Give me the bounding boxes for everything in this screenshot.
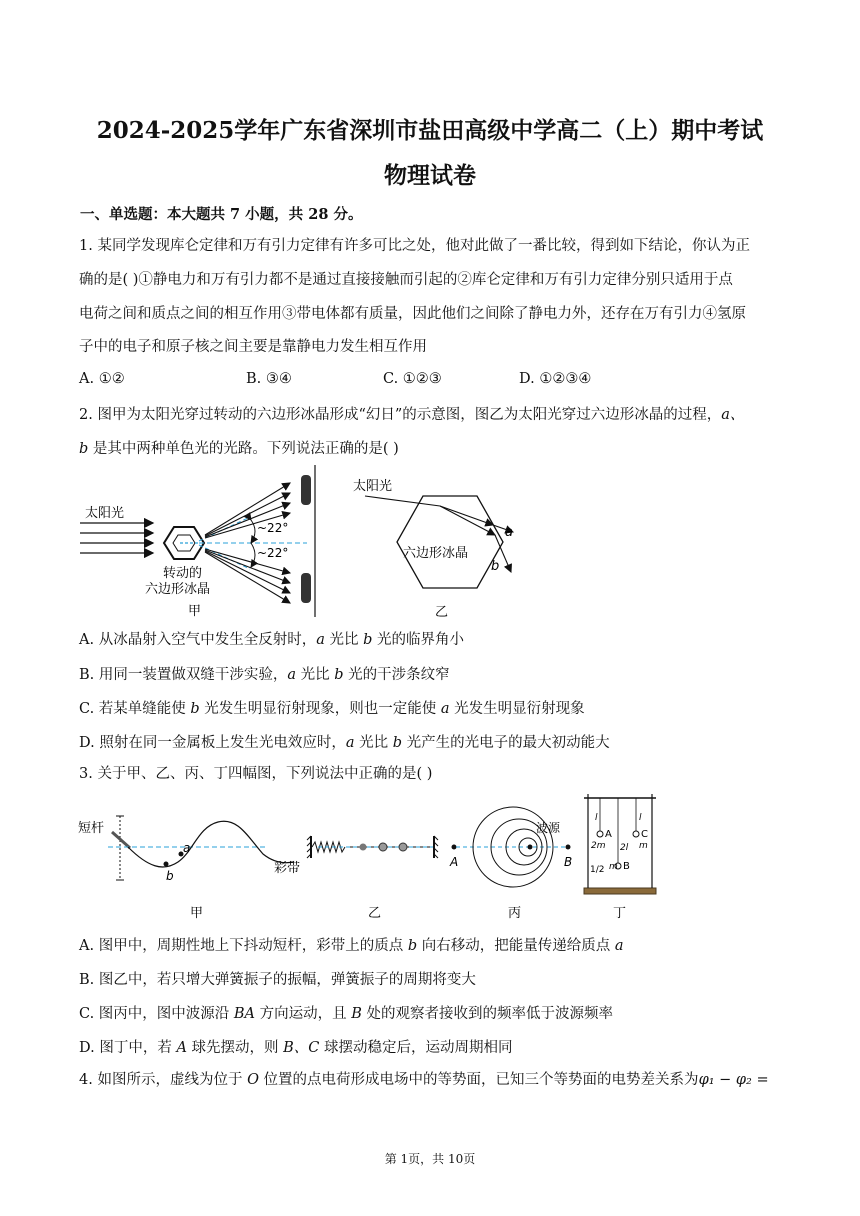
exam-title: 2024-2025学年广东省深圳市盐田高级中学高二（上）期中考试: [96, 117, 764, 144]
yi-caption: 乙: [435, 605, 449, 620]
figure-q3: [78, 792, 658, 922]
q3-option-b: B. 图乙中，若只增大弹簧振子的振幅，弹簧振子的周期将变大: [79, 972, 476, 988]
figure-jia: [75, 465, 325, 620]
q1-option-c: C. ①②③: [383, 371, 442, 387]
q3-ribbon-label: 彩带: [274, 861, 301, 876]
yi-sunlight-label: 太阳光: [353, 479, 393, 494]
q2-line-1: [79, 405, 789, 425]
jia-screen-top: [301, 475, 311, 505]
q2-text-1: 2. 图甲为太阳光穿过转动的六边形冰晶形成“幻日”的示意图，图乙为太阳光穿过六边形冰晶的过程，: [79, 407, 722, 423]
q3-option-d: D. 图丁中，若 A 球先摆动，则 B、C 球摆动稳定后，运动周期相同: [79, 1040, 513, 1056]
q3-caption-yi: 乙: [368, 906, 382, 921]
q3-point-B: B: [564, 855, 573, 869]
jia-angle-lower: ~22°: [257, 546, 289, 560]
q1-option-b: B. ③④: [246, 371, 292, 387]
q2-option-a: A. 从冰晶射入空气中发生全反射时，a 光比 b 光的临界角小: [79, 632, 464, 648]
page-footer: 第 1页，共 10页: [384, 1152, 476, 1166]
q2-option-c: C. 若某单缝能使 b 光发生明显衍射现象，则也一定能使 a 光发生明显衍射现象: [79, 701, 585, 717]
q3-point-A: A: [450, 855, 459, 869]
q4-line-1: 4. 如图所示，虚线为位于 O 位置的点电荷形成电场中的等势面，已知三个等势面的电势差关系为φ₁ − φ₂ =: [79, 1072, 769, 1088]
yi-ray-a-label: a: [505, 525, 513, 540]
jia-caption: 甲: [188, 604, 202, 619]
q3-label-A: A: [605, 829, 612, 840]
q2-text-2: 是其中两种单色光的光路。下列说法正确的是( ): [88, 441, 399, 457]
jia-rotating-label-2: 六边形冰晶: [145, 582, 211, 597]
q3-stem: 3. 关于甲、乙、丙、丁四幅图，下列说法中正确的是( ): [79, 766, 433, 782]
q3-option-a: A. 图甲中，周期性地上下抖动短杆，彩带上的质点 b 向右移动，把能量传递给质点 a: [79, 938, 624, 954]
q1-line-3: 电荷之间和质点之间的相互作用③带电体都有质量，因此他们之间除了静电力外，还存在万有引力④氢原: [79, 306, 746, 322]
q3-point-a: a: [183, 841, 191, 855]
jia-screen-bottom: [301, 573, 311, 603]
yi-ray-b-label: b: [491, 559, 500, 574]
q3-mass-C: m: [639, 841, 648, 851]
q3-pendulum-C: [633, 831, 639, 837]
q3-point-b: b: [166, 869, 174, 883]
q3-length-C: l: [639, 813, 642, 823]
q3-pendulum-A: [597, 831, 603, 837]
q3-option-c: C. 图丙中，图中波源沿 BA 方向运动，且 B 处的观察者接收到的频率低于波源频率: [79, 1006, 614, 1022]
q1-line-2: 确的是( )①静电力和万有引力都不是通过直接接触而引起的②库仑定律和万有引力定律分别只适用于点: [79, 272, 733, 288]
q2-line-2: [79, 439, 789, 459]
q3-ribbon-wave: [128, 821, 293, 867]
yi-crystal-label: 六边形冰晶: [403, 546, 469, 561]
q3-mass-A: 2m: [591, 841, 606, 851]
q2-option-d: D. 照射在同一金属板上发生光电效应时，a 光比 b 光产生的光电子的最大初动能大: [79, 735, 610, 751]
q3-label-B: B: [623, 861, 630, 872]
q1-line-4: 子中的电子和原子核之间主要是靠静电力发生相互作用: [79, 339, 427, 355]
q2-label-a: a、: [721, 407, 745, 423]
q3-wave-source: [528, 845, 533, 850]
jia-sunlight-label: 太阳光: [85, 506, 125, 521]
q3-caption-bing: 丙: [508, 906, 522, 921]
q3-rod-label: 短杆: [78, 821, 105, 836]
q3-caption-ding: 丁: [613, 906, 627, 921]
q3-mass-B: m: [609, 862, 618, 872]
q3-label-C: C: [641, 829, 648, 840]
figure-yi: [345, 470, 535, 620]
q1-line-1: 1. 某同学发现库仑定律和万有引力定律有许多可比之处，他对此做了一番比较，得到如下结论，你认为正: [79, 238, 750, 254]
section-heading: 一、单选题：本大题共 7 小题，共 28 分。: [80, 206, 363, 223]
jia-rotating-label-1: 转动的: [163, 566, 203, 581]
q3-source-label: 波源: [536, 821, 561, 835]
q3-caption-jia: 甲: [190, 906, 204, 921]
q1-option-a: A. ①②: [79, 371, 125, 387]
q2-label-b: b: [79, 441, 89, 457]
exam-subtitle: 物理试卷: [384, 162, 476, 189]
q2-option-b: B. 用同一装置做双缝干涉实验，a 光比 b 光的干涉条纹窄: [79, 667, 450, 683]
q1-option-d: D. ①②③④: [519, 371, 592, 387]
jia-angle-upper: ~22°: [257, 521, 289, 535]
q3-length-A: l: [595, 813, 598, 823]
q3-length-B: 2l: [620, 843, 629, 853]
q3-half: 1/2: [590, 865, 605, 875]
